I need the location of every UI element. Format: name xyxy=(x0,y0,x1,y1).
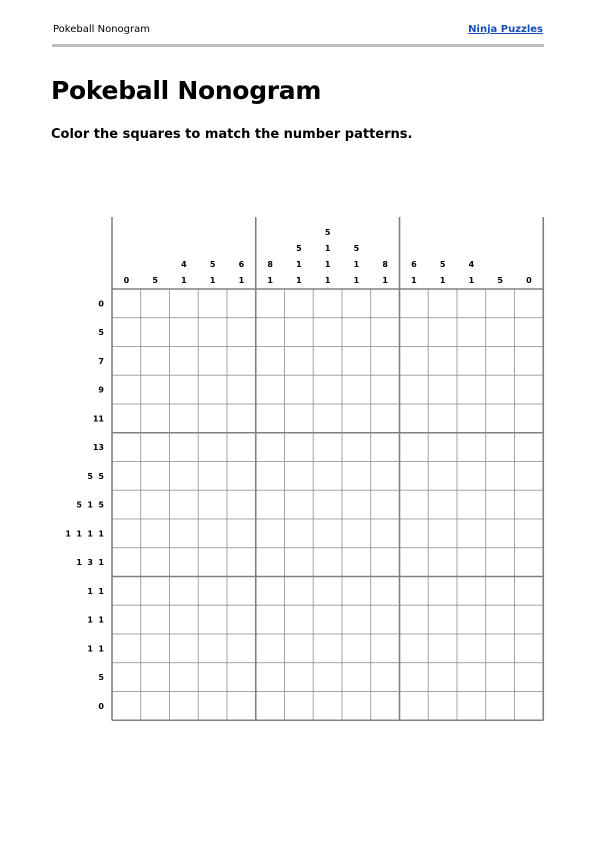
column-clue: 1 xyxy=(181,276,187,285)
grid-cell[interactable] xyxy=(313,577,342,606)
grid-cell[interactable] xyxy=(486,605,515,634)
grid-cell[interactable] xyxy=(515,347,544,376)
grid-cell[interactable] xyxy=(198,347,227,376)
grid-cell[interactable] xyxy=(141,462,170,491)
grid-cell[interactable] xyxy=(198,433,227,462)
grid-cell[interactable] xyxy=(371,462,400,491)
grid-cell[interactable] xyxy=(313,289,342,318)
grid-cell[interactable] xyxy=(313,548,342,577)
grid-cell[interactable] xyxy=(256,605,285,634)
grid-cell[interactable] xyxy=(400,577,429,606)
column-clue: 5 xyxy=(209,260,216,269)
column-clue: 1 xyxy=(468,276,475,285)
grid-cell[interactable] xyxy=(141,289,170,318)
row-clue: 5 xyxy=(98,673,104,683)
grid-cell[interactable] xyxy=(285,548,314,577)
grid-cell[interactable] xyxy=(141,548,170,577)
grid-cell[interactable] xyxy=(486,692,515,721)
grid-cell[interactable] xyxy=(428,490,457,519)
grid-cell[interactable] xyxy=(342,519,371,548)
grid-cell[interactable] xyxy=(342,663,371,692)
grid-cell[interactable] xyxy=(400,634,429,663)
grid-cell[interactable] xyxy=(227,519,256,548)
grid-cell[interactable] xyxy=(112,490,141,519)
grid-cell[interactable] xyxy=(400,605,429,634)
grid-cell[interactable] xyxy=(227,663,256,692)
grid-cell[interactable] xyxy=(313,433,342,462)
grid-cell[interactable] xyxy=(371,519,400,548)
grid-cell[interactable] xyxy=(256,318,285,347)
grid-cell[interactable] xyxy=(342,548,371,577)
grid-cell[interactable] xyxy=(486,519,515,548)
grid-cell[interactable] xyxy=(371,634,400,663)
row-clue: 1 xyxy=(87,586,93,596)
grid-cell[interactable] xyxy=(256,289,285,318)
grid-cell[interactable] xyxy=(428,462,457,491)
grid-cell[interactable] xyxy=(313,347,342,376)
row-clue: 11 xyxy=(92,414,104,424)
grid-cell[interactable] xyxy=(256,548,285,577)
grid-cell[interactable] xyxy=(371,404,400,433)
grid-cell[interactable] xyxy=(428,548,457,577)
grid-cell[interactable] xyxy=(457,634,486,663)
grid-cell[interactable] xyxy=(170,375,199,404)
grid-cell[interactable] xyxy=(428,289,457,318)
column-clue: 5 xyxy=(324,228,331,237)
grid-cell[interactable] xyxy=(198,490,227,519)
grid-cell[interactable] xyxy=(515,289,544,318)
grid-cell[interactable] xyxy=(428,318,457,347)
grid-cell[interactable] xyxy=(428,663,457,692)
row-clue: 1 xyxy=(87,500,93,510)
column-clue: 4 xyxy=(181,260,187,269)
grid-cell[interactable] xyxy=(371,433,400,462)
grid-cell[interactable] xyxy=(457,433,486,462)
grid-cell[interactable] xyxy=(515,692,544,721)
grid-cell[interactable] xyxy=(428,634,457,663)
column-clue: 1 xyxy=(324,260,331,269)
grid-cell[interactable] xyxy=(400,318,429,347)
grid-cell[interactable] xyxy=(227,634,256,663)
grid-cell[interactable] xyxy=(285,289,314,318)
column-clue: 1 xyxy=(382,276,388,285)
row-clue: 0 xyxy=(98,701,104,711)
grid-cell[interactable] xyxy=(141,375,170,404)
grid-cell[interactable] xyxy=(342,605,371,634)
grid-cell[interactable] xyxy=(170,289,199,318)
grid-cell[interactable] xyxy=(112,605,141,634)
column-clue: 5 xyxy=(439,260,446,269)
grid-cell[interactable] xyxy=(428,692,457,721)
row-clue: 5 xyxy=(98,471,104,481)
grid-cell[interactable] xyxy=(256,490,285,519)
grid-cell[interactable] xyxy=(457,490,486,519)
grid-cell[interactable] xyxy=(400,375,429,404)
grid-cell[interactable] xyxy=(285,433,314,462)
row-clue: 0 xyxy=(98,299,104,309)
row-clue: 13 xyxy=(92,443,104,453)
grid-cell[interactable] xyxy=(198,289,227,318)
grid-cell[interactable] xyxy=(342,375,371,404)
grid-cell[interactable] xyxy=(515,375,544,404)
column-clue: 1 xyxy=(267,276,273,285)
grid-cell[interactable] xyxy=(457,663,486,692)
column-clue: 1 xyxy=(353,276,360,285)
grid-cell[interactable] xyxy=(112,548,141,577)
grid-cell[interactable] xyxy=(170,404,199,433)
column-clue: 1 xyxy=(411,276,417,285)
grid-cell[interactable] xyxy=(342,634,371,663)
grid-cell[interactable] xyxy=(313,462,342,491)
grid-cell[interactable] xyxy=(112,663,141,692)
grid-cell[interactable] xyxy=(141,347,170,376)
grid-cell[interactable] xyxy=(198,692,227,721)
column-clue: 1 xyxy=(439,276,446,285)
grid-cell[interactable] xyxy=(285,692,314,721)
grid-cell[interactable] xyxy=(313,490,342,519)
grid-cell[interactable] xyxy=(486,289,515,318)
grid-cell[interactable] xyxy=(371,490,400,519)
grid-cell[interactable] xyxy=(141,490,170,519)
grid-cell[interactable] xyxy=(428,404,457,433)
grid-cell[interactable] xyxy=(486,490,515,519)
grid-cell[interactable] xyxy=(515,318,544,347)
grid-cell[interactable] xyxy=(112,289,141,318)
grid-cell[interactable] xyxy=(515,577,544,606)
grid-cell[interactable] xyxy=(313,318,342,347)
grid-cell[interactable] xyxy=(285,605,314,634)
row-clue: 5 xyxy=(87,471,93,481)
grid-cell[interactable] xyxy=(515,433,544,462)
grid-cell[interactable] xyxy=(371,663,400,692)
grid-cell[interactable] xyxy=(170,663,199,692)
grid-cell[interactable] xyxy=(486,404,515,433)
grid-cell[interactable] xyxy=(170,605,199,634)
grid-cell[interactable] xyxy=(256,347,285,376)
grid-cell[interactable] xyxy=(515,548,544,577)
grid-cell[interactable] xyxy=(285,519,314,548)
grid-cell[interactable] xyxy=(256,577,285,606)
ninja-puzzles-link[interactable]: Ninja Puzzles xyxy=(468,24,543,35)
grid-cell[interactable] xyxy=(515,404,544,433)
grid-cell[interactable] xyxy=(400,663,429,692)
grid-cell[interactable] xyxy=(457,519,486,548)
row-clue: 1 xyxy=(87,529,93,539)
grid-cell[interactable] xyxy=(313,663,342,692)
grid-cell[interactable] xyxy=(313,519,342,548)
column-clue: 1 xyxy=(324,244,331,253)
grid-cell[interactable] xyxy=(457,404,486,433)
row-clue: 5 xyxy=(98,328,104,338)
grid-cell[interactable] xyxy=(198,634,227,663)
grid-cell[interactable] xyxy=(486,577,515,606)
grid-cell[interactable] xyxy=(256,692,285,721)
grid-cell[interactable] xyxy=(227,375,256,404)
grid-cell[interactable] xyxy=(141,663,170,692)
grid-cell[interactable] xyxy=(428,577,457,606)
grid-cell[interactable] xyxy=(170,634,199,663)
grid-cell[interactable] xyxy=(342,490,371,519)
grid-cell[interactable] xyxy=(285,404,314,433)
grid-cell[interactable] xyxy=(198,577,227,606)
grid-cell[interactable] xyxy=(227,462,256,491)
instructions: Color the squares to match the number patterns. xyxy=(51,127,413,142)
grid-cell[interactable] xyxy=(170,433,199,462)
grid-cell[interactable] xyxy=(256,519,285,548)
grid-cell[interactable] xyxy=(170,548,199,577)
row-clue: 1 xyxy=(87,644,93,654)
grid-cell[interactable] xyxy=(457,462,486,491)
header-puzzle-name: Pokeball Nonogram xyxy=(53,24,150,35)
grid-cell[interactable] xyxy=(285,577,314,606)
grid-cell[interactable] xyxy=(400,548,429,577)
grid-cell[interactable] xyxy=(227,433,256,462)
grid-cell[interactable] xyxy=(141,404,170,433)
grid-cell[interactable] xyxy=(256,663,285,692)
grid-cell[interactable] xyxy=(400,404,429,433)
grid-cell[interactable] xyxy=(342,289,371,318)
grid-cell[interactable] xyxy=(313,375,342,404)
row-clue: 1 xyxy=(98,644,104,654)
grid-cell[interactable] xyxy=(486,663,515,692)
grid-cell[interactable] xyxy=(400,289,429,318)
grid-cell[interactable] xyxy=(256,462,285,491)
grid-cell[interactable] xyxy=(198,519,227,548)
grid-cell[interactable] xyxy=(141,519,170,548)
grid-cell[interactable] xyxy=(515,490,544,519)
grid-cell[interactable] xyxy=(256,433,285,462)
grid-cell[interactable] xyxy=(198,605,227,634)
column-clue: 1 xyxy=(353,260,360,269)
grid-cell[interactable] xyxy=(112,577,141,606)
grid-cell[interactable] xyxy=(141,577,170,606)
grid-cell[interactable] xyxy=(371,605,400,634)
grid-cell[interactable] xyxy=(486,318,515,347)
grid-cell[interactable] xyxy=(515,462,544,491)
column-clue: 5 xyxy=(296,244,302,253)
column-clue: 5 xyxy=(353,244,360,253)
grid-cell[interactable] xyxy=(486,462,515,491)
grid-cell[interactable] xyxy=(198,318,227,347)
grid-cell[interactable] xyxy=(371,692,400,721)
grid-cell[interactable] xyxy=(342,692,371,721)
grid-cell[interactable] xyxy=(198,663,227,692)
column-clue: 6 xyxy=(411,260,417,269)
grid-cell[interactable] xyxy=(371,318,400,347)
grid-cell[interactable] xyxy=(141,433,170,462)
grid-cell[interactable] xyxy=(457,548,486,577)
grid-cell[interactable] xyxy=(342,404,371,433)
grid-cell[interactable] xyxy=(486,548,515,577)
grid-cell[interactable] xyxy=(428,347,457,376)
grid-cell[interactable] xyxy=(170,318,199,347)
grid-cell[interactable] xyxy=(342,347,371,376)
row-clue: 5 xyxy=(76,500,82,510)
grid-cell[interactable] xyxy=(141,634,170,663)
column-clue: 8 xyxy=(267,260,273,269)
grid-cell[interactable] xyxy=(227,548,256,577)
grid-cell[interactable] xyxy=(256,634,285,663)
row-clue: 7 xyxy=(98,356,104,366)
column-clue: 8 xyxy=(382,260,388,269)
grid-cell[interactable] xyxy=(170,577,199,606)
grid-cell[interactable] xyxy=(227,490,256,519)
grid-cell[interactable] xyxy=(141,318,170,347)
grid-cell[interactable] xyxy=(342,577,371,606)
grid-cell[interactable] xyxy=(515,663,544,692)
grid-cell[interactable] xyxy=(170,692,199,721)
row-clue: 1 xyxy=(76,529,82,539)
grid-cell[interactable] xyxy=(400,347,429,376)
grid-cell[interactable] xyxy=(428,519,457,548)
grid-cell[interactable] xyxy=(400,462,429,491)
grid-cell[interactable] xyxy=(428,433,457,462)
grid-cell[interactable] xyxy=(227,289,256,318)
grid-cell[interactable] xyxy=(227,605,256,634)
grid-cell[interactable] xyxy=(227,577,256,606)
grid-cell[interactable] xyxy=(227,692,256,721)
grid-cell[interactable] xyxy=(313,692,342,721)
column-clue: 1 xyxy=(296,260,302,269)
grid-cell[interactable] xyxy=(486,375,515,404)
grid-cell[interactable] xyxy=(141,692,170,721)
grid-cell[interactable] xyxy=(428,605,457,634)
grid-cell[interactable] xyxy=(400,490,429,519)
row-clue: 1 xyxy=(98,615,104,625)
row-clue: 1 xyxy=(76,558,82,568)
grid-cell[interactable] xyxy=(112,519,141,548)
column-clue: 5 xyxy=(497,276,503,285)
column-clue: 5 xyxy=(152,276,158,285)
grid-cell[interactable] xyxy=(457,692,486,721)
grid-cell[interactable] xyxy=(515,634,544,663)
grid-cell[interactable] xyxy=(371,289,400,318)
grid-cell[interactable] xyxy=(112,462,141,491)
grid-cell[interactable] xyxy=(285,462,314,491)
grid-cell[interactable] xyxy=(285,375,314,404)
grid-cell[interactable] xyxy=(141,605,170,634)
grid-cell[interactable] xyxy=(285,663,314,692)
grid-cell[interactable] xyxy=(457,605,486,634)
grid-cell[interactable] xyxy=(112,634,141,663)
grid-cell[interactable] xyxy=(198,462,227,491)
grid-cell[interactable] xyxy=(285,634,314,663)
grid-cell[interactable] xyxy=(170,347,199,376)
row-clue: 9 xyxy=(98,385,104,395)
column-clue: 4 xyxy=(468,260,475,269)
column-clue: 0 xyxy=(526,276,532,285)
grid-cell[interactable] xyxy=(371,577,400,606)
grid-cell[interactable] xyxy=(457,289,486,318)
grid-cell[interactable] xyxy=(371,347,400,376)
column-clue: 1 xyxy=(324,276,331,285)
grid-cell[interactable] xyxy=(112,318,141,347)
row-clue: 1 xyxy=(65,529,71,539)
grid-cell[interactable] xyxy=(428,375,457,404)
column-clue: 1 xyxy=(238,276,245,285)
grid-cell[interactable] xyxy=(342,433,371,462)
grid-cell[interactable] xyxy=(112,404,141,433)
grid-cell[interactable] xyxy=(285,318,314,347)
column-clue: 6 xyxy=(238,260,245,269)
grid-cell[interactable] xyxy=(342,318,371,347)
grid-cell[interactable] xyxy=(457,347,486,376)
grid-cell[interactable] xyxy=(112,347,141,376)
row-clue: 1 xyxy=(98,529,104,539)
grid-cell[interactable] xyxy=(313,605,342,634)
grid-cell[interactable] xyxy=(313,404,342,433)
grid-cell[interactable] xyxy=(170,519,199,548)
grid-cell[interactable] xyxy=(170,462,199,491)
grid-cell[interactable] xyxy=(285,490,314,519)
grid-cell[interactable] xyxy=(112,692,141,721)
grid-cell[interactable] xyxy=(457,318,486,347)
grid-cell[interactable] xyxy=(400,692,429,721)
grid-cell[interactable] xyxy=(112,375,141,404)
row-clue: 1 xyxy=(98,558,104,568)
row-clue: 1 xyxy=(87,615,93,625)
grid-cell[interactable] xyxy=(486,347,515,376)
grid-cell[interactable] xyxy=(486,433,515,462)
grid-cell[interactable] xyxy=(198,404,227,433)
grid-cell[interactable] xyxy=(457,375,486,404)
grid-cell[interactable] xyxy=(371,548,400,577)
grid-cell[interactable] xyxy=(371,375,400,404)
grid-cell[interactable] xyxy=(227,318,256,347)
grid-cell[interactable] xyxy=(515,519,544,548)
grid-cell[interactable] xyxy=(400,519,429,548)
column-clue: 1 xyxy=(209,276,216,285)
grid-cell[interactable] xyxy=(198,375,227,404)
grid-cell[interactable] xyxy=(112,433,141,462)
grid-cell[interactable] xyxy=(515,605,544,634)
row-clue: 3 xyxy=(87,558,93,568)
row-clue: 5 xyxy=(98,500,104,510)
grid-cell[interactable] xyxy=(486,634,515,663)
grid-cell[interactable] xyxy=(313,634,342,663)
grid-cell[interactable] xyxy=(285,347,314,376)
grid-cell[interactable] xyxy=(342,462,371,491)
grid-cell[interactable] xyxy=(457,577,486,606)
row-clue: 1 xyxy=(98,586,104,596)
grid-cell[interactable] xyxy=(256,375,285,404)
grid-cell[interactable] xyxy=(198,548,227,577)
grid-cell[interactable] xyxy=(400,433,429,462)
grid-cell[interactable] xyxy=(170,490,199,519)
grid-cell[interactable] xyxy=(227,347,256,376)
column-clue: 0 xyxy=(123,276,130,285)
grid-cell[interactable] xyxy=(227,404,256,433)
page-title: Pokeball Nonogram xyxy=(51,76,322,105)
column-clue: 1 xyxy=(296,276,302,285)
grid-cell[interactable] xyxy=(256,404,285,433)
